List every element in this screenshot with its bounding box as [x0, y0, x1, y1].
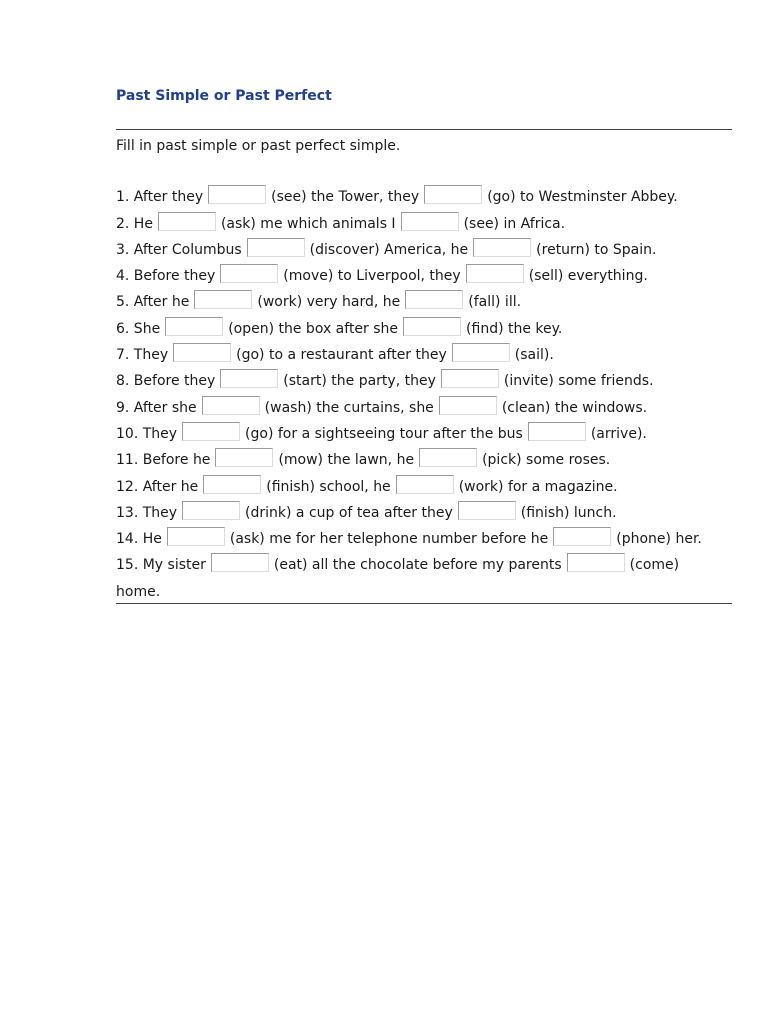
sentence-part: (eat) all the chocolate before my parents — [273, 557, 562, 574]
answer-input[interactable] — [208, 185, 266, 204]
sentence-part: (work) for a magazine. — [458, 478, 618, 495]
sentence-part: (mow) the lawn, he — [278, 452, 415, 469]
sentence-part: 2. He — [116, 215, 153, 232]
sentence-part: 15. My sister — [116, 557, 206, 574]
sentence-part: (work) very hard, he — [257, 294, 401, 311]
sentence-part: 6. She — [116, 320, 161, 337]
answer-input[interactable] — [203, 475, 261, 494]
sentence-part: (come) — [629, 557, 680, 574]
sentence-15-continuation: home. — [116, 584, 161, 600]
answer-input[interactable] — [194, 290, 252, 309]
sentence-part: (phone) her. — [616, 531, 702, 548]
sentence-part: 14. He — [116, 531, 162, 548]
exercise-list — [116, 181, 736, 575]
sentence-part: (go) to a restaurant after they — [236, 347, 447, 364]
sentence-part: (finish) lunch. — [520, 504, 617, 521]
sentence-part: (sail). — [514, 347, 554, 364]
sentence-part: (wash) the curtains, she — [264, 399, 434, 416]
answer-input[interactable] — [403, 317, 461, 336]
answer-input[interactable] — [567, 553, 625, 572]
answer-input[interactable] — [441, 369, 499, 388]
sentence-part: (return) to Spain. — [536, 241, 657, 258]
sentence-part: (sell) everything. — [528, 268, 648, 285]
answer-input[interactable] — [405, 290, 463, 309]
answer-input[interactable] — [466, 264, 524, 283]
answer-input[interactable] — [202, 396, 260, 415]
sentence-4 — [116, 260, 736, 286]
sentence-part: 9. After she — [116, 399, 197, 416]
sentence-15 — [116, 549, 736, 575]
sentence-part: 5. After he — [116, 294, 190, 311]
sentence-part: 12. After he — [116, 478, 199, 495]
sentence-part: 8. Before they — [116, 373, 216, 390]
answer-input[interactable] — [220, 264, 278, 283]
sentence-part: (ask) me which animals I — [220, 215, 396, 232]
sentence-2 — [116, 207, 736, 233]
answer-input[interactable] — [182, 422, 240, 441]
answer-input[interactable] — [401, 212, 459, 231]
sentence-part: (invite) some friends. — [503, 373, 654, 390]
sentence-5 — [116, 286, 736, 312]
answer-input[interactable] — [553, 527, 611, 546]
sentence-part: (open) the box after she — [228, 320, 399, 337]
sentence-part: (find) the key. — [466, 320, 563, 337]
sentence-11 — [116, 444, 736, 470]
sentence-part: (drink) a cup of tea after they — [245, 504, 453, 521]
sentence-part: 10. They — [116, 425, 178, 442]
sentence-part: 4. Before they — [116, 268, 216, 285]
answer-input[interactable] — [215, 448, 273, 467]
sentence-13 — [116, 497, 736, 523]
sentence-1 — [116, 181, 736, 207]
sentence-6 — [116, 312, 736, 338]
answer-input[interactable] — [158, 212, 216, 231]
answer-input[interactable] — [396, 475, 454, 494]
sentence-part: (go) for a sightseeing tour after the bus — [245, 425, 523, 442]
sentence-part: 1. After they — [116, 189, 204, 206]
answer-input[interactable] — [211, 553, 269, 572]
answer-input[interactable] — [439, 396, 497, 415]
sentence-part: 13. They — [116, 504, 178, 521]
sentence-part: (see) in Africa. — [463, 215, 566, 232]
answer-input[interactable] — [528, 422, 586, 441]
page-title: Past Simple or Past Perfect — [116, 88, 332, 104]
sentence-7 — [116, 339, 736, 365]
sentence-part: (arrive). — [590, 425, 647, 442]
answer-input[interactable] — [247, 238, 305, 257]
instruction-text: Fill in past simple or past perfect simple. — [116, 138, 401, 154]
sentence-10 — [116, 418, 736, 444]
sentence-part: (move) to Liverpool, they — [283, 268, 461, 285]
sentence-part: (start) the party, they — [283, 373, 436, 390]
sentence-part: (see) the Tower, they — [271, 189, 420, 206]
answer-input[interactable] — [167, 527, 225, 546]
answer-input[interactable] — [220, 369, 278, 388]
sentence-part: (ask) me for her telephone number before he — [229, 531, 549, 548]
sentence-part: (pick) some roses. — [482, 452, 611, 469]
sentence-part: (fall) ill. — [468, 294, 522, 311]
sentence-8 — [116, 365, 736, 391]
answer-input[interactable] — [173, 343, 231, 362]
answer-input[interactable] — [458, 501, 516, 520]
sentence-part: 7. They — [116, 347, 169, 364]
sentence-part: (go) to Westminster Abbey. — [487, 189, 678, 206]
answer-input[interactable] — [182, 501, 240, 520]
sentence-part: (clean) the windows. — [501, 399, 648, 416]
answer-input[interactable] — [424, 185, 482, 204]
answer-input[interactable] — [473, 238, 531, 257]
sentence-9 — [116, 391, 736, 417]
sentence-part: 3. After Columbus — [116, 241, 242, 258]
answer-input[interactable] — [165, 317, 223, 336]
sentence-12 — [116, 470, 736, 496]
bottom-divider — [116, 603, 732, 604]
sentence-part: (discover) America, he — [309, 241, 469, 258]
answer-input[interactable] — [419, 448, 477, 467]
sentence-part: (finish) school, he — [266, 478, 391, 495]
sentence-part: 11. Before he — [116, 452, 211, 469]
sentence-3 — [116, 234, 736, 260]
answer-input[interactable] — [452, 343, 510, 362]
top-divider — [116, 129, 732, 130]
sentence-14 — [116, 523, 736, 549]
